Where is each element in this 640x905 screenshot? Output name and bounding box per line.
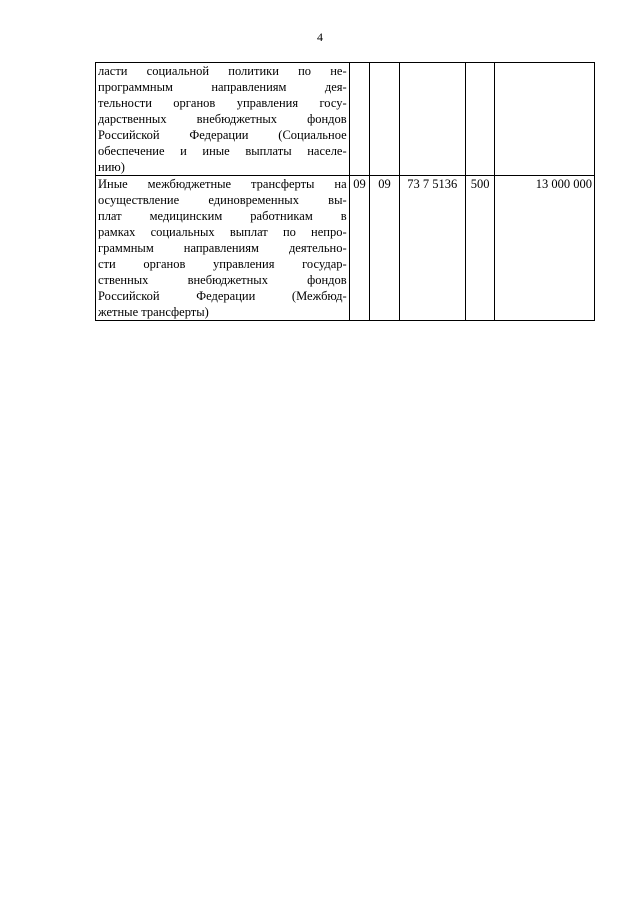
table-row bbox=[96, 63, 595, 176]
row-name-cell bbox=[96, 176, 350, 321]
row-name-line: рамках социальных выплат по непро- bbox=[98, 225, 347, 239]
row-name-line: граммным направлениям деятельно- bbox=[98, 241, 347, 255]
row-name-line: сти органов управления государ- bbox=[98, 257, 347, 271]
row-name-line: Российской Федерации (Межбюд- bbox=[98, 289, 347, 303]
row-name-line: ласти социальной политики по не- bbox=[98, 64, 347, 78]
budget-table bbox=[95, 62, 595, 321]
row-name-line: жетные трансферты) bbox=[98, 305, 209, 319]
row-name-line: программным направлениям дея- bbox=[98, 80, 347, 94]
row-name-line: Иные межбюджетные трансферты на bbox=[98, 177, 347, 191]
target-article-code-cell: 73 7 5136 bbox=[399, 176, 466, 321]
expense-type-code-cell: 500 bbox=[466, 176, 495, 321]
subsection-code-cell bbox=[370, 63, 399, 176]
expense-type-code-cell bbox=[466, 63, 495, 176]
row-name-line: плат медицинским работникам в bbox=[98, 209, 347, 223]
page-number: 4 bbox=[317, 30, 323, 44]
row-name-cell bbox=[96, 63, 350, 176]
section-code-cell bbox=[349, 63, 370, 176]
row-name-line: осуществление единовременных вы- bbox=[98, 193, 347, 207]
row-name-line: Российской Федерации (Социальное bbox=[98, 128, 347, 142]
row-name-line: тельности органов управления госу- bbox=[98, 96, 347, 110]
amount-cell bbox=[495, 63, 595, 176]
row-name-line: нию) bbox=[98, 160, 125, 174]
row-name-line: ственных внебюджетных фондов bbox=[98, 273, 347, 287]
table-row bbox=[96, 176, 595, 321]
row-name-line: дарственных внебюджетных фондов bbox=[98, 112, 347, 126]
target-article-code-cell bbox=[399, 63, 466, 176]
amount-cell: 13 000 000 bbox=[495, 176, 595, 321]
row-name-line: обеспечение и иные выплаты населе- bbox=[98, 144, 347, 158]
section-code-cell: 09 bbox=[349, 176, 370, 321]
subsection-code-cell: 09 bbox=[370, 176, 399, 321]
